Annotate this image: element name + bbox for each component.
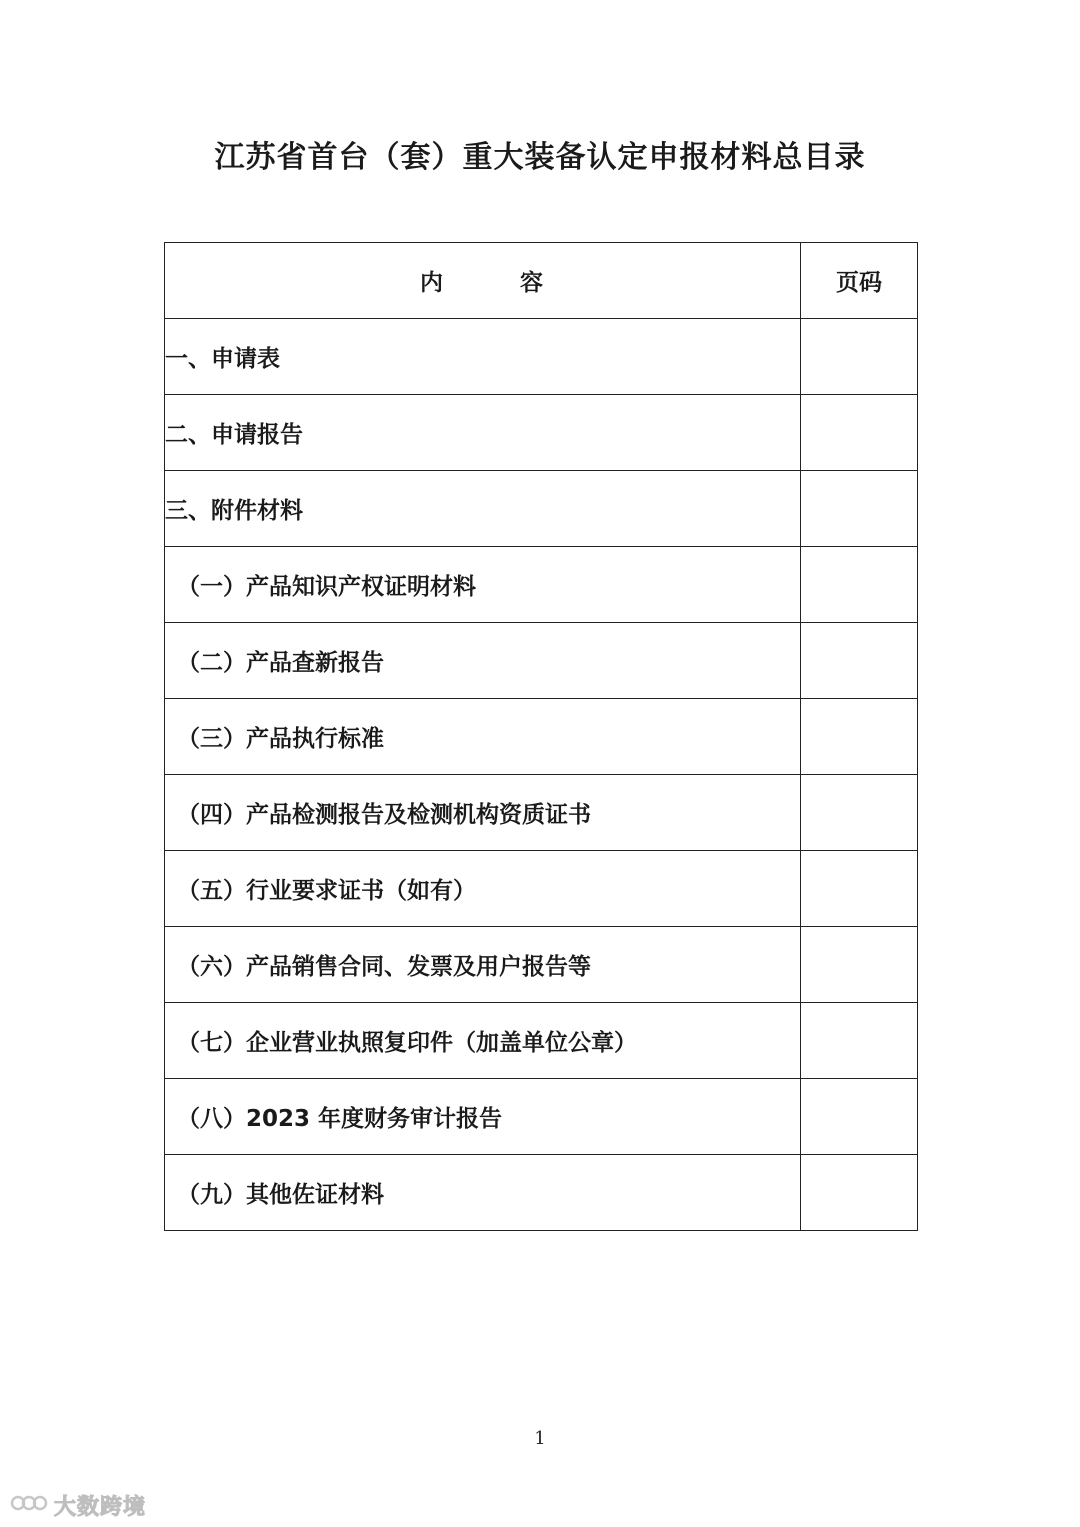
table-row xyxy=(165,1003,918,1079)
row-page-cell xyxy=(801,927,918,1003)
table-row xyxy=(165,471,918,547)
row-label: 二、申请报告 xyxy=(165,395,801,471)
row-label: （六）产品销售合同、发票及用户报告等 xyxy=(165,927,801,1003)
watermark xyxy=(10,1490,146,1520)
row-page-cell xyxy=(801,623,918,699)
row-label: 三、附件材料 xyxy=(165,471,801,547)
row-page-cell xyxy=(801,851,918,927)
table-row xyxy=(165,775,918,851)
row-page-cell xyxy=(801,699,918,775)
row-page-cell xyxy=(801,1079,918,1155)
content-column-header: 内 容 xyxy=(165,243,801,319)
row-page-cell xyxy=(801,1155,918,1231)
row-page-cell xyxy=(801,471,918,547)
row-label: （三）产品执行标准 xyxy=(165,699,801,775)
row-label: （二）产品查新报告 xyxy=(165,623,801,699)
page-number: 1 xyxy=(534,1428,546,1449)
row-page-cell xyxy=(801,319,918,395)
table-row xyxy=(165,1079,918,1155)
table-row xyxy=(165,547,918,623)
watermark-text: 大数跨境 xyxy=(54,1494,147,1520)
row-page-cell xyxy=(801,1003,918,1079)
table-row xyxy=(165,927,918,1003)
row-label: （七）企业营业执照复印件（加盖单位公章） xyxy=(165,1003,801,1079)
row-page-cell xyxy=(801,547,918,623)
document-title: 江苏省首台（套）重大装备认定申报材料总目录 xyxy=(214,140,866,175)
row-page-cell xyxy=(801,395,918,471)
brand-logo-icon xyxy=(10,1490,48,1520)
table-row xyxy=(165,623,918,699)
table-row xyxy=(165,1155,918,1231)
page-column-header: 页码 xyxy=(801,243,918,319)
row-label: （四）产品检测报告及检测机构资质证书 xyxy=(165,775,801,851)
table-row xyxy=(165,851,918,927)
row-label: （一）产品知识产权证明材料 xyxy=(165,547,801,623)
table-row xyxy=(165,395,918,471)
table-header-row xyxy=(165,243,918,319)
row-label: （九）其他佐证材料 xyxy=(165,1155,801,1231)
row-label: （五）行业要求证书（如有） xyxy=(165,851,801,927)
table-row xyxy=(165,319,918,395)
row-label: （八）2023 年度财务审计报告 xyxy=(165,1079,801,1155)
table-row xyxy=(165,699,918,775)
materials-table xyxy=(164,242,918,1231)
row-label: 一、申请表 xyxy=(165,319,801,395)
row-page-cell xyxy=(801,775,918,851)
